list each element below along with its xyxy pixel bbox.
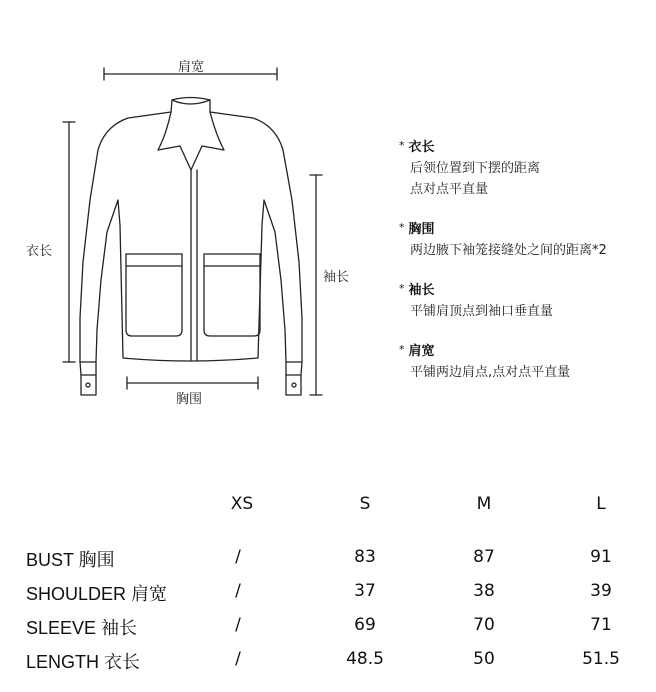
note-shoulder bbox=[399, 340, 649, 383]
measurement-notes bbox=[399, 136, 649, 401]
table-cell: 37 bbox=[354, 581, 376, 601]
table-cell: / bbox=[235, 581, 241, 601]
shoulder-label: 肩宽 bbox=[178, 60, 205, 75]
size-header-l: L bbox=[596, 494, 606, 514]
note-line: 平铺两边肩点,点对点平直量 bbox=[410, 365, 571, 380]
note-length bbox=[399, 136, 649, 200]
size-header-xs: XS bbox=[230, 494, 254, 514]
table-cell: 51.5 bbox=[582, 649, 620, 669]
sleeve-label: 袖长 bbox=[323, 270, 350, 285]
note-line: 平铺肩顶点到袖口垂直量 bbox=[410, 304, 554, 319]
table-cell: / bbox=[235, 547, 241, 567]
note-marker: * bbox=[399, 343, 405, 356]
size-header-s: S bbox=[359, 494, 371, 514]
note-line: 后领位置到下摆的距离 bbox=[410, 161, 541, 176]
table-cell: 70 bbox=[473, 615, 495, 635]
table-cell: 38 bbox=[473, 581, 495, 601]
table-cell: / bbox=[235, 615, 241, 635]
row-label-sleeve: SLEEVE 袖长 bbox=[26, 618, 138, 638]
table-cell: 91 bbox=[590, 547, 612, 567]
bust-label: 胸围 bbox=[176, 392, 203, 407]
row-label-length: LENGTH 衣长 bbox=[26, 652, 141, 672]
table-cell: 48.5 bbox=[346, 649, 384, 669]
row-label-bust: BUST 胸围 bbox=[26, 550, 115, 570]
size-header-m: M bbox=[476, 494, 492, 514]
table-cell: 71 bbox=[590, 615, 612, 635]
note-title: 肩宽 bbox=[408, 344, 435, 359]
note-sleeve bbox=[399, 279, 649, 322]
table-cell: 83 bbox=[354, 547, 376, 567]
row-label-shoulder: SHOULDER 肩宽 bbox=[26, 584, 168, 604]
note-marker: * bbox=[399, 221, 405, 234]
note-marker: * bbox=[399, 139, 405, 152]
note-line: 两边腋下袖笼接缝处之间的距离*2 bbox=[410, 243, 607, 258]
note-title: 袖长 bbox=[408, 283, 435, 298]
table-cell: 69 bbox=[354, 615, 376, 635]
note-bust bbox=[399, 218, 649, 261]
table-cell: 50 bbox=[473, 649, 495, 669]
table-cell: 39 bbox=[590, 581, 612, 601]
table-cell: 87 bbox=[473, 547, 495, 567]
length-label: 衣长 bbox=[26, 244, 53, 259]
table-cell: / bbox=[235, 649, 241, 669]
note-title: 衣长 bbox=[408, 140, 435, 155]
size-table bbox=[0, 484, 656, 684]
note-line: 点对点平直量 bbox=[410, 182, 489, 197]
note-marker: * bbox=[399, 282, 405, 295]
note-title: 胸围 bbox=[408, 222, 435, 237]
